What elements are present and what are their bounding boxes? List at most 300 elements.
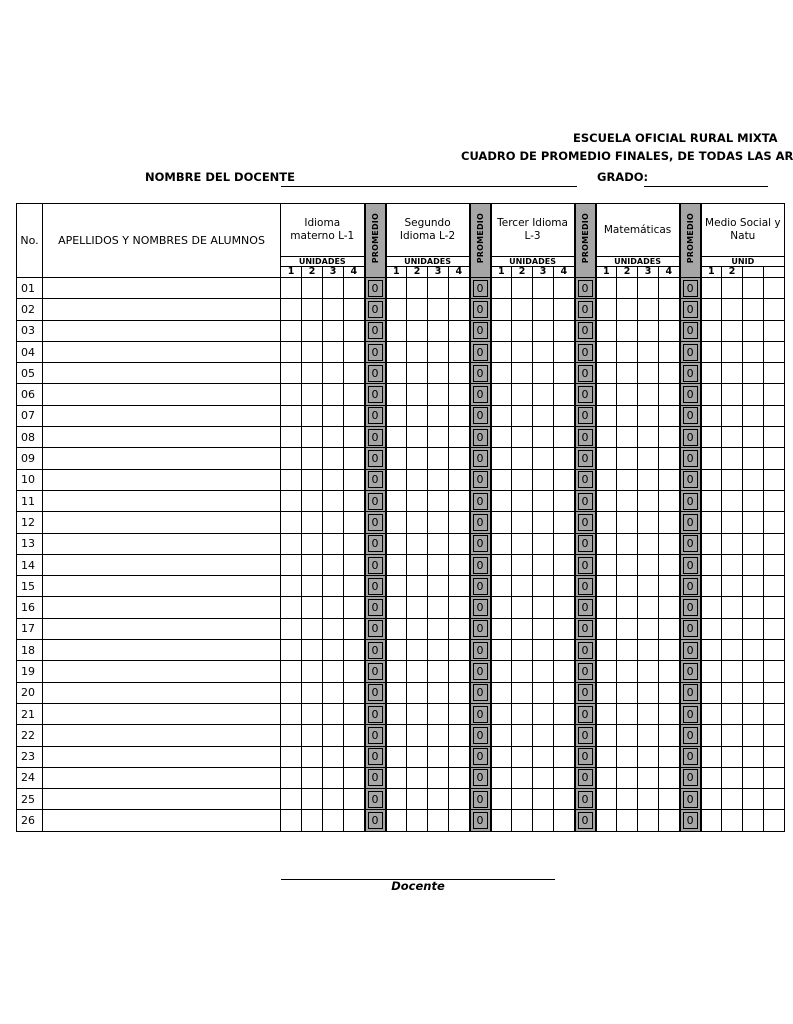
- grade-cell[interactable]: [659, 682, 680, 703]
- student-name-cell[interactable]: [43, 427, 281, 448]
- grade-cell[interactable]: [491, 682, 512, 703]
- grade-cell[interactable]: [533, 810, 554, 831]
- grade-cell[interactable]: [722, 810, 743, 831]
- grade-cell[interactable]: [512, 405, 533, 426]
- grade-cell[interactable]: [596, 512, 617, 533]
- grade-cell[interactable]: [323, 384, 344, 405]
- grade-cell[interactable]: [344, 597, 365, 618]
- grade-cell[interactable]: [428, 320, 449, 341]
- grade-cell[interactable]: [764, 405, 785, 426]
- grade-cell[interactable]: [512, 554, 533, 575]
- grade-cell[interactable]: [659, 299, 680, 320]
- grade-cell[interactable]: [281, 576, 302, 597]
- student-name-cell[interactable]: [43, 469, 281, 490]
- grade-cell[interactable]: [449, 810, 470, 831]
- grade-cell[interactable]: [638, 640, 659, 661]
- grade-cell[interactable]: [659, 703, 680, 724]
- grade-cell[interactable]: [512, 725, 533, 746]
- grade-cell[interactable]: [596, 703, 617, 724]
- grade-cell[interactable]: [281, 299, 302, 320]
- grade-cell[interactable]: [428, 661, 449, 682]
- grade-cell[interactable]: [617, 533, 638, 554]
- grade-cell[interactable]: [659, 618, 680, 639]
- grade-cell[interactable]: [638, 810, 659, 831]
- grade-cell[interactable]: [428, 682, 449, 703]
- grade-cell[interactable]: [449, 789, 470, 810]
- grade-cell[interactable]: [512, 640, 533, 661]
- grade-cell[interactable]: [743, 533, 764, 554]
- grade-cell[interactable]: [617, 576, 638, 597]
- grade-cell[interactable]: [554, 746, 575, 767]
- grade-cell[interactable]: [743, 810, 764, 831]
- grade-cell[interactable]: [722, 576, 743, 597]
- grade-cell[interactable]: [743, 703, 764, 724]
- grade-cell[interactable]: [512, 384, 533, 405]
- grade-cell[interactable]: [386, 576, 407, 597]
- grade-cell[interactable]: [302, 533, 323, 554]
- grade-cell[interactable]: [638, 341, 659, 362]
- grade-cell[interactable]: [491, 746, 512, 767]
- grade-cell[interactable]: [428, 640, 449, 661]
- grade-cell[interactable]: [659, 384, 680, 405]
- grade-cell[interactable]: [701, 767, 722, 788]
- grade-cell[interactable]: [554, 661, 575, 682]
- grade-cell[interactable]: [386, 427, 407, 448]
- grade-cell[interactable]: [512, 278, 533, 299]
- grade-cell[interactable]: [596, 320, 617, 341]
- grade-cell[interactable]: [722, 448, 743, 469]
- grade-cell[interactable]: [638, 384, 659, 405]
- grade-cell[interactable]: [344, 682, 365, 703]
- grade-cell[interactable]: [449, 703, 470, 724]
- grade-cell[interactable]: [407, 533, 428, 554]
- grade-cell[interactable]: [428, 746, 449, 767]
- grade-cell[interactable]: [764, 682, 785, 703]
- grade-cell[interactable]: [344, 767, 365, 788]
- student-name-cell[interactable]: [43, 789, 281, 810]
- grade-cell[interactable]: [302, 703, 323, 724]
- grade-cell[interactable]: [302, 469, 323, 490]
- grade-cell[interactable]: [554, 469, 575, 490]
- grade-cell[interactable]: [428, 597, 449, 618]
- grade-cell[interactable]: [596, 469, 617, 490]
- grade-cell[interactable]: [764, 618, 785, 639]
- grade-cell[interactable]: [449, 469, 470, 490]
- grade-cell[interactable]: [386, 363, 407, 384]
- grade-cell[interactable]: [386, 682, 407, 703]
- grade-cell[interactable]: [659, 640, 680, 661]
- grade-cell[interactable]: [386, 405, 407, 426]
- grade-cell[interactable]: [323, 320, 344, 341]
- grade-cell[interactable]: [533, 554, 554, 575]
- grade-cell[interactable]: [743, 320, 764, 341]
- grade-cell[interactable]: [491, 810, 512, 831]
- grade-cell[interactable]: [743, 405, 764, 426]
- grade-cell[interactable]: [407, 405, 428, 426]
- grade-cell[interactable]: [596, 554, 617, 575]
- grade-cell[interactable]: [302, 299, 323, 320]
- grade-cell[interactable]: [449, 384, 470, 405]
- grade-cell[interactable]: [764, 767, 785, 788]
- grade-cell[interactable]: [491, 405, 512, 426]
- grade-cell[interactable]: [596, 448, 617, 469]
- grade-cell[interactable]: [638, 363, 659, 384]
- student-name-cell[interactable]: [43, 299, 281, 320]
- grade-cell[interactable]: [407, 490, 428, 511]
- grade-cell[interactable]: [449, 448, 470, 469]
- grade-cell[interactable]: [449, 640, 470, 661]
- grade-cell[interactable]: [659, 597, 680, 618]
- grade-cell[interactable]: [512, 703, 533, 724]
- grade-cell[interactable]: [323, 363, 344, 384]
- grade-cell[interactable]: [386, 299, 407, 320]
- grade-cell[interactable]: [701, 618, 722, 639]
- grade-cell[interactable]: [344, 789, 365, 810]
- grade-cell[interactable]: [281, 618, 302, 639]
- grade-cell[interactable]: [617, 427, 638, 448]
- grade-cell[interactable]: [659, 448, 680, 469]
- grade-cell[interactable]: [386, 703, 407, 724]
- grade-cell[interactable]: [281, 725, 302, 746]
- grade-cell[interactable]: [302, 810, 323, 831]
- grade-cell[interactable]: [722, 299, 743, 320]
- grade-cell[interactable]: [533, 682, 554, 703]
- grade-cell[interactable]: [407, 767, 428, 788]
- grade-cell[interactable]: [764, 490, 785, 511]
- grade-cell[interactable]: [344, 341, 365, 362]
- grade-cell[interactable]: [554, 725, 575, 746]
- grade-cell[interactable]: [323, 512, 344, 533]
- grade-cell[interactable]: [659, 746, 680, 767]
- grade-cell[interactable]: [386, 320, 407, 341]
- grade-cell[interactable]: [617, 661, 638, 682]
- grade-cell[interactable]: [659, 661, 680, 682]
- grade-cell[interactable]: [449, 725, 470, 746]
- grade-cell[interactable]: [617, 469, 638, 490]
- grade-cell[interactable]: [638, 533, 659, 554]
- grade-cell[interactable]: [596, 427, 617, 448]
- grade-cell[interactable]: [386, 469, 407, 490]
- grade-cell[interactable]: [596, 490, 617, 511]
- grade-cell[interactable]: [701, 405, 722, 426]
- grade-cell[interactable]: [407, 299, 428, 320]
- grade-cell[interactable]: [596, 725, 617, 746]
- grade-cell[interactable]: [512, 533, 533, 554]
- grade-cell[interactable]: [302, 490, 323, 511]
- grade-cell[interactable]: [701, 448, 722, 469]
- grade-cell[interactable]: [407, 682, 428, 703]
- grade-cell[interactable]: [533, 661, 554, 682]
- grade-cell[interactable]: [491, 661, 512, 682]
- student-name-cell[interactable]: [43, 278, 281, 299]
- grade-cell[interactable]: [659, 576, 680, 597]
- grade-cell[interactable]: [449, 405, 470, 426]
- grade-cell[interactable]: [638, 469, 659, 490]
- grade-cell[interactable]: [512, 682, 533, 703]
- grade-cell[interactable]: [428, 767, 449, 788]
- grade-cell[interactable]: [281, 746, 302, 767]
- grade-cell[interactable]: [449, 767, 470, 788]
- grade-cell[interactable]: [743, 597, 764, 618]
- grade-cell[interactable]: [449, 554, 470, 575]
- grade-cell[interactable]: [638, 576, 659, 597]
- grade-cell[interactable]: [722, 533, 743, 554]
- grade-cell[interactable]: [743, 512, 764, 533]
- grade-cell[interactable]: [491, 597, 512, 618]
- grade-cell[interactable]: [533, 640, 554, 661]
- grade-cell[interactable]: [512, 299, 533, 320]
- grade-cell[interactable]: [512, 341, 533, 362]
- grade-cell[interactable]: [344, 448, 365, 469]
- grade-cell[interactable]: [386, 661, 407, 682]
- grade-cell[interactable]: [407, 661, 428, 682]
- grade-cell[interactable]: [323, 405, 344, 426]
- grade-cell[interactable]: [533, 512, 554, 533]
- grade-cell[interactable]: [491, 512, 512, 533]
- grade-cell[interactable]: [554, 278, 575, 299]
- grade-cell[interactable]: [533, 341, 554, 362]
- grade-cell[interactable]: [554, 576, 575, 597]
- grade-cell[interactable]: [281, 661, 302, 682]
- grade-cell[interactable]: [533, 746, 554, 767]
- grade-cell[interactable]: [491, 703, 512, 724]
- grade-cell[interactable]: [323, 810, 344, 831]
- grade-cell[interactable]: [323, 789, 344, 810]
- grade-cell[interactable]: [344, 299, 365, 320]
- grade-cell[interactable]: [722, 405, 743, 426]
- grade-cell[interactable]: [764, 703, 785, 724]
- grade-cell[interactable]: [743, 448, 764, 469]
- grade-cell[interactable]: [323, 341, 344, 362]
- grade-cell[interactable]: [554, 618, 575, 639]
- grade-cell[interactable]: [386, 341, 407, 362]
- grade-cell[interactable]: [449, 363, 470, 384]
- grade-cell[interactable]: [617, 725, 638, 746]
- grade-cell[interactable]: [323, 661, 344, 682]
- grade-cell[interactable]: [596, 661, 617, 682]
- grade-cell[interactable]: [428, 576, 449, 597]
- grade-cell[interactable]: [659, 469, 680, 490]
- grade-cell[interactable]: [638, 597, 659, 618]
- grade-cell[interactable]: [638, 789, 659, 810]
- grade-cell[interactable]: [491, 533, 512, 554]
- grade-cell[interactable]: [344, 554, 365, 575]
- grade-cell[interactable]: [701, 746, 722, 767]
- grade-cell[interactable]: [449, 490, 470, 511]
- grade-cell[interactable]: [386, 533, 407, 554]
- grade-cell[interactable]: [743, 299, 764, 320]
- grade-cell[interactable]: [449, 320, 470, 341]
- grade-cell[interactable]: [386, 448, 407, 469]
- grade-cell[interactable]: [701, 682, 722, 703]
- grade-cell[interactable]: [764, 469, 785, 490]
- grade-cell[interactable]: [722, 789, 743, 810]
- grade-cell[interactable]: [764, 320, 785, 341]
- grade-cell[interactable]: [407, 278, 428, 299]
- grade-cell[interactable]: [407, 341, 428, 362]
- grade-cell[interactable]: [281, 405, 302, 426]
- grade-cell[interactable]: [722, 767, 743, 788]
- grade-cell[interactable]: [428, 789, 449, 810]
- grade-cell[interactable]: [533, 597, 554, 618]
- grade-cell[interactable]: [344, 746, 365, 767]
- grade-cell[interactable]: [344, 810, 365, 831]
- grade-cell[interactable]: [281, 789, 302, 810]
- grade-cell[interactable]: [533, 384, 554, 405]
- grade-cell[interactable]: [596, 278, 617, 299]
- grade-cell[interactable]: [323, 576, 344, 597]
- student-name-cell[interactable]: [43, 618, 281, 639]
- grade-cell[interactable]: [281, 767, 302, 788]
- student-name-cell[interactable]: [43, 703, 281, 724]
- grade-cell[interactable]: [428, 341, 449, 362]
- grade-cell[interactable]: [722, 703, 743, 724]
- grade-cell[interactable]: [386, 789, 407, 810]
- grade-cell[interactable]: [386, 810, 407, 831]
- grade-cell[interactable]: [407, 597, 428, 618]
- grade-cell[interactable]: [722, 682, 743, 703]
- student-name-cell[interactable]: [43, 384, 281, 405]
- grade-cell[interactable]: [722, 640, 743, 661]
- grade-cell[interactable]: [407, 725, 428, 746]
- student-name-cell[interactable]: [43, 341, 281, 362]
- grade-cell[interactable]: [281, 469, 302, 490]
- grade-cell[interactable]: [554, 384, 575, 405]
- grade-cell[interactable]: [512, 448, 533, 469]
- grade-cell[interactable]: [617, 746, 638, 767]
- grade-cell[interactable]: [407, 554, 428, 575]
- grade-cell[interactable]: [344, 512, 365, 533]
- grade-cell[interactable]: [659, 427, 680, 448]
- grade-cell[interactable]: [701, 512, 722, 533]
- grade-cell[interactable]: [407, 320, 428, 341]
- grade-cell[interactable]: [701, 661, 722, 682]
- grade-cell[interactable]: [701, 554, 722, 575]
- grade-cell[interactable]: [449, 576, 470, 597]
- grade-cell[interactable]: [281, 448, 302, 469]
- grade-cell[interactable]: [596, 597, 617, 618]
- grade-cell[interactable]: [617, 363, 638, 384]
- grade-line[interactable]: [644, 186, 768, 187]
- grade-cell[interactable]: [428, 725, 449, 746]
- grade-cell[interactable]: [449, 661, 470, 682]
- grade-cell[interactable]: [386, 725, 407, 746]
- grade-cell[interactable]: [701, 320, 722, 341]
- grade-cell[interactable]: [512, 469, 533, 490]
- grade-cell[interactable]: [617, 703, 638, 724]
- grade-cell[interactable]: [701, 533, 722, 554]
- grade-cell[interactable]: [302, 725, 323, 746]
- grade-cell[interactable]: [764, 427, 785, 448]
- grade-cell[interactable]: [344, 405, 365, 426]
- grade-cell[interactable]: [281, 640, 302, 661]
- grade-cell[interactable]: [554, 448, 575, 469]
- grade-cell[interactable]: [491, 490, 512, 511]
- grade-cell[interactable]: [407, 746, 428, 767]
- grade-cell[interactable]: [428, 533, 449, 554]
- grade-cell[interactable]: [344, 576, 365, 597]
- grade-cell[interactable]: [743, 661, 764, 682]
- grade-cell[interactable]: [596, 746, 617, 767]
- grade-cell[interactable]: [449, 341, 470, 362]
- grade-cell[interactable]: [491, 640, 512, 661]
- grade-cell[interactable]: [722, 320, 743, 341]
- grade-cell[interactable]: [617, 810, 638, 831]
- student-name-cell[interactable]: [43, 554, 281, 575]
- grade-cell[interactable]: [743, 278, 764, 299]
- grade-cell[interactable]: [407, 810, 428, 831]
- grade-cell[interactable]: [533, 533, 554, 554]
- grade-cell[interactable]: [554, 554, 575, 575]
- grade-cell[interactable]: [554, 490, 575, 511]
- grade-cell[interactable]: [512, 576, 533, 597]
- grade-cell[interactable]: [638, 448, 659, 469]
- grade-cell[interactable]: [554, 363, 575, 384]
- grade-cell[interactable]: [554, 703, 575, 724]
- grade-cell[interactable]: [659, 278, 680, 299]
- grade-cell[interactable]: [281, 278, 302, 299]
- grade-cell[interactable]: [281, 341, 302, 362]
- grade-cell[interactable]: [323, 703, 344, 724]
- student-name-cell[interactable]: [43, 512, 281, 533]
- grade-cell[interactable]: [386, 640, 407, 661]
- student-name-cell[interactable]: [43, 597, 281, 618]
- grade-cell[interactable]: [554, 427, 575, 448]
- grade-cell[interactable]: [344, 533, 365, 554]
- grade-cell[interactable]: [596, 810, 617, 831]
- grade-cell[interactable]: [764, 278, 785, 299]
- grade-cell[interactable]: [764, 384, 785, 405]
- grade-cell[interactable]: [491, 299, 512, 320]
- grade-cell[interactable]: [302, 363, 323, 384]
- grade-cell[interactable]: [764, 341, 785, 362]
- grade-cell[interactable]: [302, 661, 323, 682]
- grade-cell[interactable]: [764, 576, 785, 597]
- grade-cell[interactable]: [764, 363, 785, 384]
- grade-cell[interactable]: [596, 789, 617, 810]
- grade-cell[interactable]: [344, 427, 365, 448]
- grade-cell[interactable]: [533, 725, 554, 746]
- grade-cell[interactable]: [554, 405, 575, 426]
- grade-cell[interactable]: [281, 427, 302, 448]
- grade-cell[interactable]: [638, 512, 659, 533]
- grade-cell[interactable]: [659, 363, 680, 384]
- grade-cell[interactable]: [386, 554, 407, 575]
- grade-cell[interactable]: [554, 299, 575, 320]
- grade-cell[interactable]: [302, 767, 323, 788]
- grade-cell[interactable]: [764, 640, 785, 661]
- student-name-cell[interactable]: [43, 405, 281, 426]
- grade-cell[interactable]: [533, 618, 554, 639]
- grade-cell[interactable]: [512, 746, 533, 767]
- grade-cell[interactable]: [491, 554, 512, 575]
- grade-cell[interactable]: [533, 427, 554, 448]
- grade-cell[interactable]: [428, 384, 449, 405]
- grade-cell[interactable]: [533, 320, 554, 341]
- grade-cell[interactable]: [281, 810, 302, 831]
- grade-cell[interactable]: [743, 640, 764, 661]
- grade-cell[interactable]: [764, 597, 785, 618]
- grade-cell[interactable]: [386, 278, 407, 299]
- grade-cell[interactable]: [491, 341, 512, 362]
- student-name-cell[interactable]: [43, 320, 281, 341]
- grade-cell[interactable]: [617, 341, 638, 362]
- grade-cell[interactable]: [428, 490, 449, 511]
- grade-cell[interactable]: [764, 512, 785, 533]
- grade-cell[interactable]: [554, 533, 575, 554]
- grade-cell[interactable]: [722, 341, 743, 362]
- grade-cell[interactable]: [533, 576, 554, 597]
